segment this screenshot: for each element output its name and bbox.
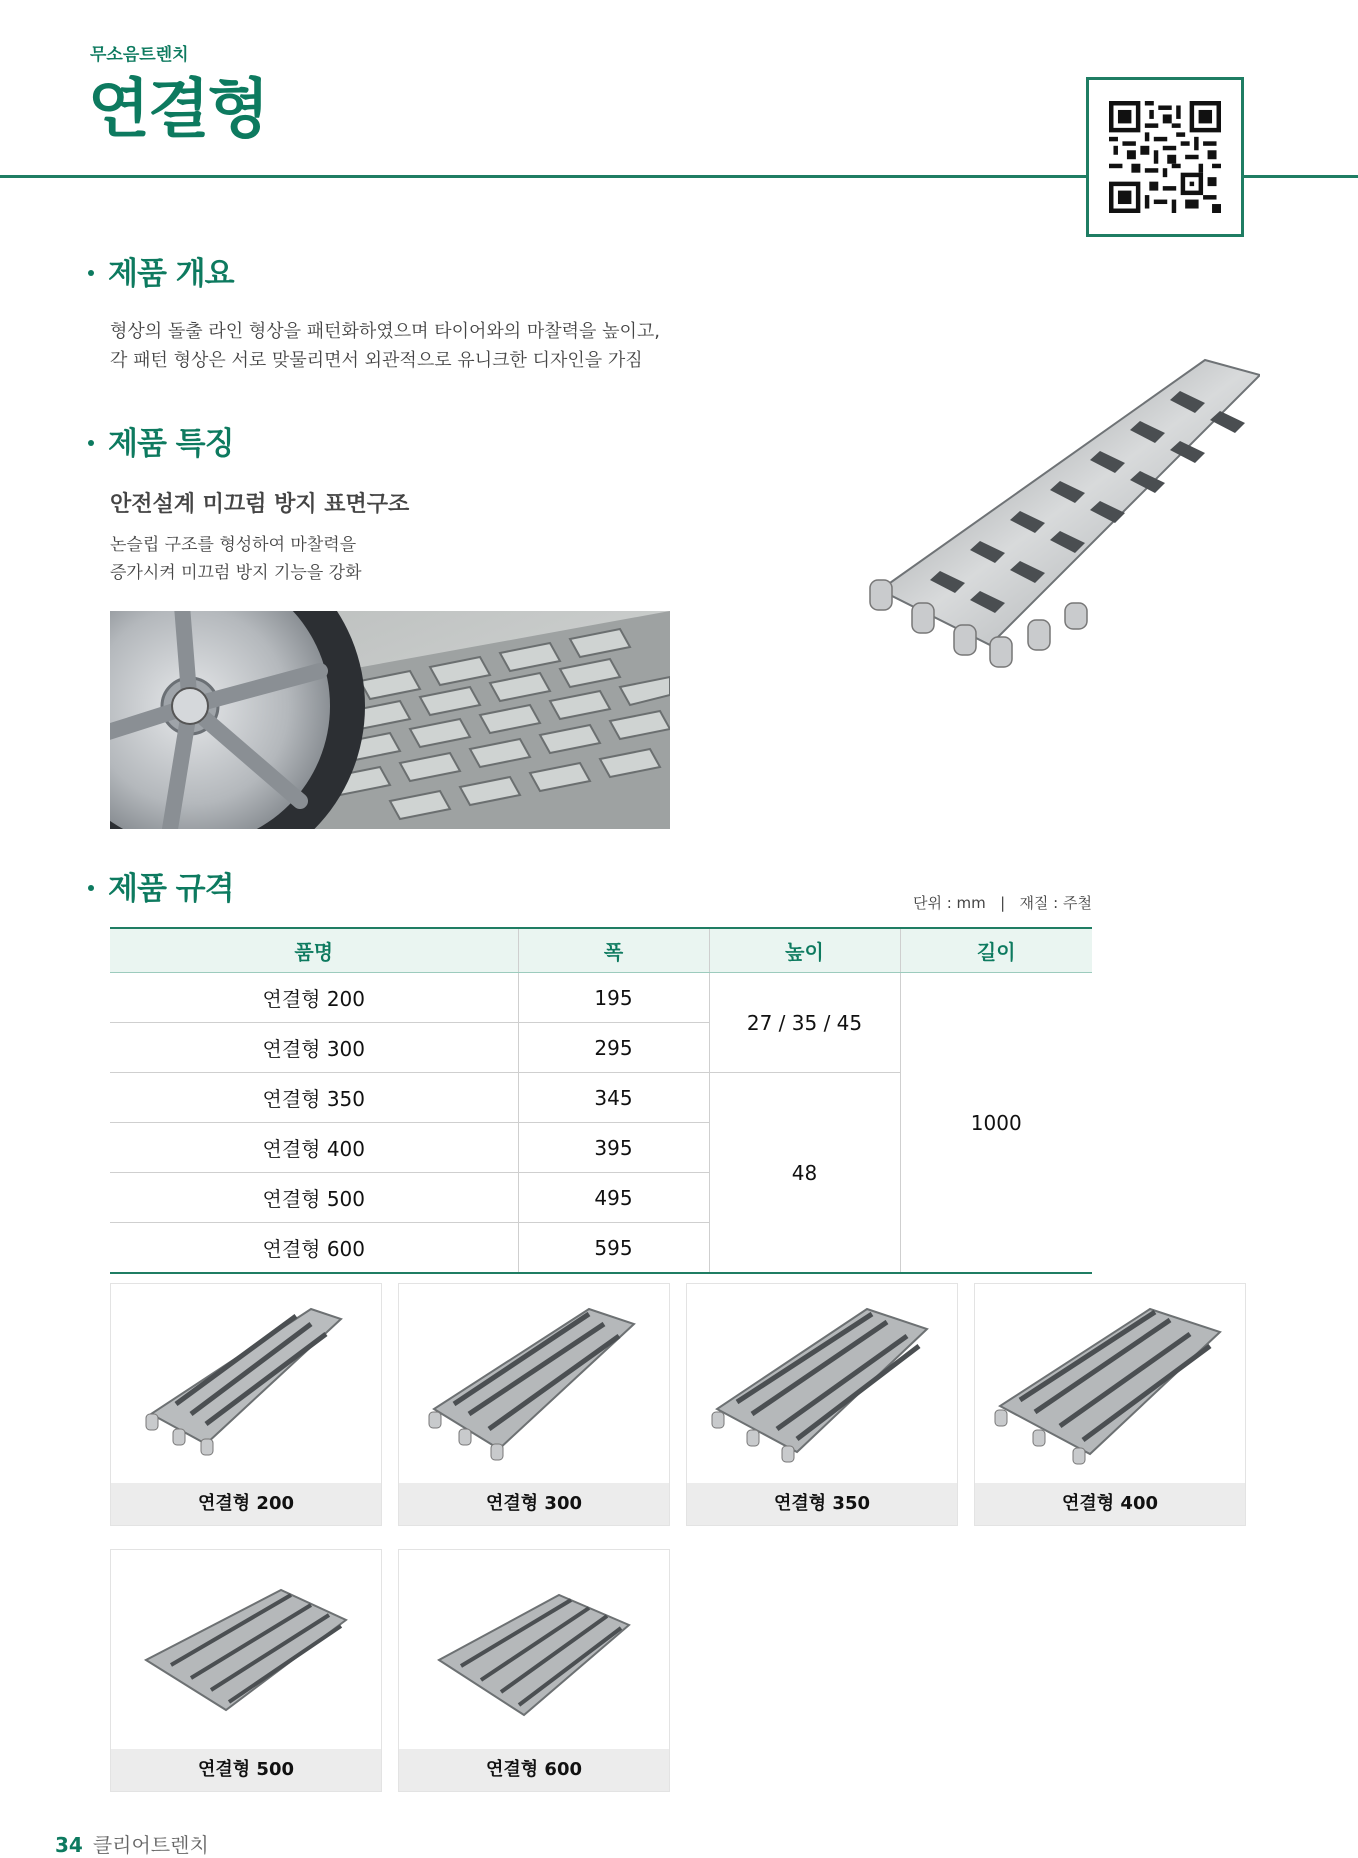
unit-material-note [900,892,1092,913]
width-cell: 395 [518,1123,709,1173]
height-cell: 48 [709,1073,900,1274]
product-name-cell: 연결형 200 [110,973,518,1023]
width-cell: 195 [518,973,709,1023]
material-label: 재질 : 주철 [1019,894,1092,912]
col-header-length: 길이 [900,928,1092,973]
qr-code-icon [1109,101,1221,213]
features-heading-text: 제품 특징 [108,426,234,462]
product-caption: 연결형 600 [399,1749,669,1791]
product-image [975,1284,1245,1484]
tire-on-trench-photo [110,611,670,829]
product-card-300[interactable] [398,1283,670,1526]
product-card-600[interactable] [398,1549,670,1792]
product-card-350[interactable] [686,1283,958,1526]
overview-line-1: 형상의 돌출 라인 형상을 패턴화하였으며 타이어와의 마찰력을 높이고, [110,321,661,342]
product-card-500[interactable] [110,1549,382,1792]
length-cell: 1000 [900,973,1092,1274]
overview-text [110,317,660,375]
feature-line-2: 증가시켜 미끄럼 방지 기능을 강화 [110,563,362,583]
product-name-cell: 연결형 600 [110,1223,518,1274]
overview-line-2: 각 패턴 형상은 서로 맞물리면서 외관적으로 유니크한 디자인을 가짐 [110,350,643,371]
table-header-row [110,928,1092,973]
product-image [399,1284,669,1484]
width-cell: 595 [518,1223,709,1274]
footer-brand: 클리어트렌치 [92,1833,209,1857]
table-row [110,973,1092,1023]
spec-heading-text: 제품 규격 [108,871,234,907]
product-caption: 연결형 400 [975,1483,1245,1525]
product-name-cell: 연결형 300 [110,1023,518,1073]
col-header-width: 폭 [518,928,709,973]
product-name-cell: 연결형 500 [110,1173,518,1223]
product-name-cell: 연결형 350 [110,1073,518,1123]
height-cell: 27 / 35 / 45 [709,973,900,1073]
qr-code[interactable] [1086,77,1244,237]
unit-label: 단위 : mm [912,894,986,912]
category-label: 무소음트렌치 [90,45,189,65]
page-title: 연결형 [88,73,268,147]
product-image [399,1550,669,1750]
product-card-200[interactable] [110,1283,382,1526]
product-card-400[interactable] [974,1283,1246,1526]
separator: | [1000,894,1006,912]
product-caption: 연결형 350 [687,1483,957,1525]
product-caption: 연결형 300 [399,1483,669,1525]
overview-heading-text: 제품 개요 [108,256,234,292]
col-header-height: 높이 [709,928,900,973]
product-image [687,1284,957,1484]
feature-line-1: 논슬립 구조를 형성하여 마찰력을 [110,535,357,555]
spec-table [110,927,1092,1274]
product-name-cell: 연결형 400 [110,1123,518,1173]
product-caption: 연결형 500 [111,1749,381,1791]
product-caption: 연결형 200 [111,1483,381,1525]
feature-text [110,531,362,587]
bullet-icon [88,885,94,891]
product-hero-image [860,345,1260,685]
col-header-name: 품명 [110,928,518,973]
bullet-icon [88,270,94,276]
overview-heading [88,248,234,293]
width-cell: 345 [518,1073,709,1123]
feature-title: 안전설계 미끄럼 방지 표면구조 [110,492,410,517]
bullet-icon [88,440,94,446]
width-cell: 495 [518,1173,709,1223]
features-heading [88,418,234,463]
product-image [111,1550,381,1750]
page-number: 34 [55,1833,83,1857]
width-cell: 295 [518,1023,709,1073]
product-image [111,1284,381,1484]
spec-heading [88,863,234,908]
